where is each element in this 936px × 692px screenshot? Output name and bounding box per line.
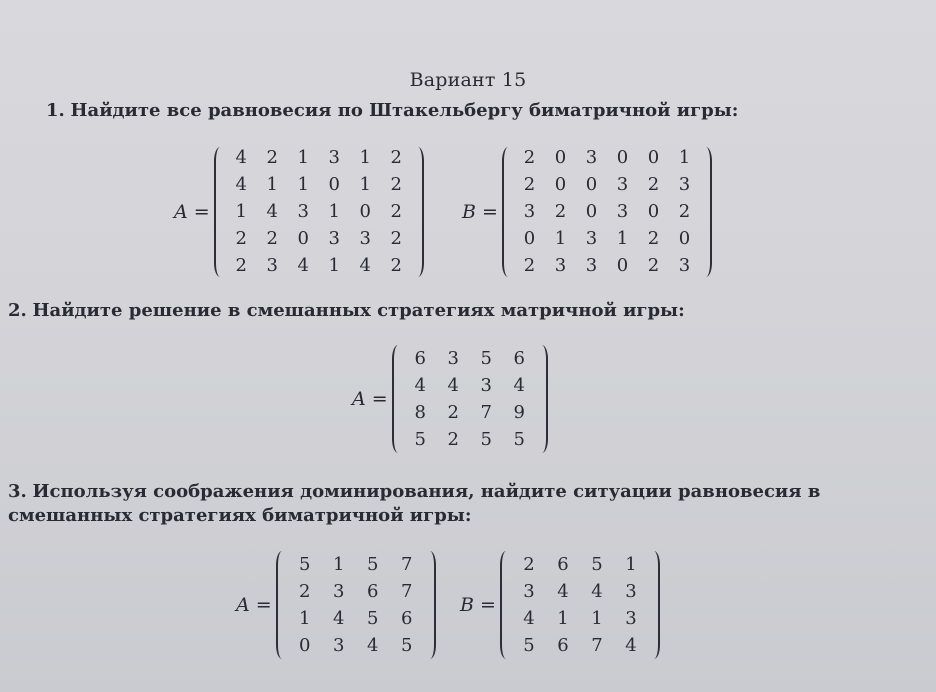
matrix-cell: 3 <box>523 201 536 222</box>
matrix-cell: 2 <box>678 201 691 222</box>
task-3-matrix-b <box>460 551 660 659</box>
matrix-cell: 5 <box>513 429 525 450</box>
matrix-row <box>512 632 648 659</box>
matrix-row <box>226 225 412 252</box>
matrix-row <box>226 171 412 198</box>
matrix-cell: 0 <box>616 255 629 276</box>
matrix-cell: 2 <box>647 174 660 195</box>
matrix-cell: 5 <box>298 554 311 575</box>
matrix-cell: 0 <box>554 147 567 168</box>
matrix-cell: 3 <box>328 228 340 249</box>
matrix-row <box>514 144 700 171</box>
matrix-row <box>404 426 536 453</box>
task-1-heading <box>46 99 738 123</box>
matrix-cell: 1 <box>591 608 603 629</box>
matrix-cell: 2 <box>447 429 459 450</box>
matrix-cell: 0 <box>585 201 598 222</box>
task-2-number: 2. <box>8 300 27 321</box>
matrix-cell: 3 <box>359 228 371 249</box>
right-paren <box>536 345 548 453</box>
task-3-matrix-a <box>236 551 436 659</box>
matrix-row <box>226 252 412 279</box>
matrix-cell: 4 <box>414 375 426 396</box>
matrix-row <box>404 399 536 426</box>
matrix-cell: 4 <box>523 608 535 629</box>
matrix-grid <box>514 144 700 279</box>
matrix-cell: 2 <box>647 255 660 276</box>
matrix-row <box>514 198 700 225</box>
matrix-cell: 3 <box>332 581 345 602</box>
matrix-cell: 1 <box>235 201 247 222</box>
matrix-cell: 4 <box>557 581 569 602</box>
matrix-cell: 2 <box>647 228 660 249</box>
left-paren <box>214 147 226 277</box>
matrix-cell: 9 <box>513 402 525 423</box>
left-paren <box>500 551 512 659</box>
matrix-row <box>514 252 700 279</box>
matrix-cell: 6 <box>557 635 569 656</box>
matrix-cell: 6 <box>400 608 413 629</box>
matrix-grid <box>512 551 648 659</box>
matrix-cell: 2 <box>447 402 459 423</box>
right-paren <box>700 147 712 277</box>
matrix-cell: 7 <box>400 581 413 602</box>
matrix-cell: 1 <box>332 554 345 575</box>
matrix-cell: 3 <box>616 174 629 195</box>
matrix-cell: 3 <box>297 201 309 222</box>
matrix-cell: 2 <box>298 581 311 602</box>
matrix-cell: 3 <box>625 608 637 629</box>
matrix-cell: 1 <box>297 147 309 168</box>
matrix-cell: 3 <box>554 255 567 276</box>
matrix-cell: 0 <box>616 147 629 168</box>
matrix-grid <box>288 551 424 659</box>
matrix-cell: 2 <box>266 228 278 249</box>
matrix-label: B = <box>460 594 496 616</box>
matrix-cell: 4 <box>366 635 379 656</box>
matrix-cell: 1 <box>298 608 311 629</box>
matrix-row <box>288 605 424 632</box>
matrix-label: A = <box>352 388 388 410</box>
matrix-cell: 3 <box>678 255 691 276</box>
matrix-label: A = <box>174 200 210 223</box>
matrix-cell: 1 <box>554 228 567 249</box>
matrix-cell: 7 <box>480 402 492 423</box>
right-paren <box>412 147 424 277</box>
matrix-cell: 4 <box>513 375 525 396</box>
matrix-cell: 4 <box>591 581 603 602</box>
matrix-cell: 0 <box>678 228 691 249</box>
right-paren <box>648 551 660 659</box>
matrix-cell: 2 <box>523 255 536 276</box>
matrix-row <box>288 632 424 659</box>
matrix-row <box>288 578 424 605</box>
task-1-matrix-a <box>174 144 424 279</box>
matrix-cell: 1 <box>266 174 278 195</box>
matrix-cell: 4 <box>297 255 309 276</box>
matrix-cell: 4 <box>359 255 371 276</box>
matrix-row <box>226 144 412 171</box>
matrix-cell: 0 <box>298 635 311 656</box>
matrix-cell: 5 <box>366 608 379 629</box>
matrix-label: A = <box>236 594 272 616</box>
matrix-cell: 1 <box>616 228 629 249</box>
matrix-cell: 5 <box>414 429 426 450</box>
matrix-cell: 7 <box>591 635 603 656</box>
matrix-cell: 6 <box>513 348 525 369</box>
matrix-cell: 1 <box>557 608 569 629</box>
task-2-text: Найдите решение в смешанных стратегиях матричной игры: <box>32 300 685 321</box>
matrix-cell: 0 <box>647 201 660 222</box>
matrix-cell: 0 <box>523 228 536 249</box>
matrix-cell: 4 <box>235 147 247 168</box>
matrix-cell: 1 <box>328 255 340 276</box>
task-1-matrix-b <box>462 144 712 279</box>
matrix-cell: 1 <box>328 201 340 222</box>
matrix-cell: 2 <box>235 255 247 276</box>
matrix-row <box>288 551 424 578</box>
matrix-cell: 5 <box>366 554 379 575</box>
matrix-row <box>512 551 648 578</box>
matrix-cell: 1 <box>359 147 371 168</box>
task-1-text: Найдите все равновесия по Штакельбергу биматричной игры: <box>70 100 739 121</box>
task-1-number: 1. <box>46 100 65 121</box>
matrix-cell: 3 <box>585 228 598 249</box>
matrix-cell: 2 <box>523 174 536 195</box>
matrix-cell: 3 <box>585 255 598 276</box>
left-paren <box>502 147 514 277</box>
matrix-cell: 2 <box>390 228 402 249</box>
matrix-cell: 3 <box>328 147 340 168</box>
matrix-row <box>512 578 648 605</box>
matrix-cell: 5 <box>400 635 413 656</box>
matrix-cell: 0 <box>297 228 309 249</box>
matrix-row <box>514 225 700 252</box>
matrix-row <box>404 345 536 372</box>
variant-title: Вариант 15 <box>409 69 527 91</box>
matrix-cell: 5 <box>523 635 535 656</box>
matrix-cell: 3 <box>678 174 691 195</box>
task-3-heading <box>8 480 926 528</box>
matrix-cell: 6 <box>557 554 569 575</box>
matrix-cell: 3 <box>480 375 492 396</box>
task-3-text: Используя соображения доминирования, найдите ситуации равновесия в смешанных стратегиях биматричной игры: <box>8 481 821 526</box>
matrix-cell: 0 <box>554 174 567 195</box>
matrix-cell: 2 <box>523 554 535 575</box>
matrix-row <box>512 605 648 632</box>
matrix-cell: 2 <box>390 147 402 168</box>
matrix-cell: 3 <box>523 581 535 602</box>
matrix-cell: 4 <box>235 174 247 195</box>
matrix-cell: 6 <box>414 348 426 369</box>
matrix-cell: 2 <box>235 228 247 249</box>
matrix-grid <box>226 144 412 279</box>
matrix-cell: 3 <box>625 581 637 602</box>
matrix-cell: 1 <box>359 174 371 195</box>
matrix-cell: 3 <box>332 635 345 656</box>
matrix-grid <box>404 345 536 453</box>
matrix-cell: 0 <box>585 174 598 195</box>
right-paren <box>424 551 436 659</box>
matrix-cell: 5 <box>480 348 492 369</box>
matrix-cell: 4 <box>332 608 345 629</box>
matrix-cell: 1 <box>625 554 637 575</box>
matrix-cell: 4 <box>625 635 637 656</box>
matrix-cell: 6 <box>366 581 379 602</box>
matrix-cell: 5 <box>591 554 603 575</box>
matrix-cell: 3 <box>447 348 459 369</box>
matrix-cell: 4 <box>447 375 459 396</box>
left-paren <box>276 551 288 659</box>
matrix-cell: 8 <box>414 402 426 423</box>
matrix-label: B = <box>462 200 498 223</box>
matrix-cell: 2 <box>266 147 278 168</box>
task-3-number: 3. <box>8 481 27 502</box>
matrix-cell: 2 <box>390 201 402 222</box>
matrix-cell: 4 <box>266 201 278 222</box>
task-2-matrix-a <box>352 345 548 453</box>
matrix-cell: 0 <box>359 201 371 222</box>
matrix-cell: 7 <box>400 554 413 575</box>
matrix-cell: 3 <box>266 255 278 276</box>
matrix-cell: 0 <box>647 147 660 168</box>
matrix-cell: 0 <box>328 174 340 195</box>
left-paren <box>392 345 404 453</box>
matrix-cell: 2 <box>390 174 402 195</box>
matrix-row <box>404 372 536 399</box>
matrix-cell: 2 <box>554 201 567 222</box>
matrix-cell: 5 <box>480 429 492 450</box>
task-2-heading <box>8 299 685 323</box>
matrix-row <box>514 171 700 198</box>
matrix-cell: 3 <box>616 201 629 222</box>
matrix-cell: 1 <box>678 147 691 168</box>
matrix-row <box>226 198 412 225</box>
matrix-cell: 2 <box>390 255 402 276</box>
matrix-cell: 2 <box>523 147 536 168</box>
matrix-cell: 1 <box>297 174 309 195</box>
matrix-cell: 3 <box>585 147 598 168</box>
